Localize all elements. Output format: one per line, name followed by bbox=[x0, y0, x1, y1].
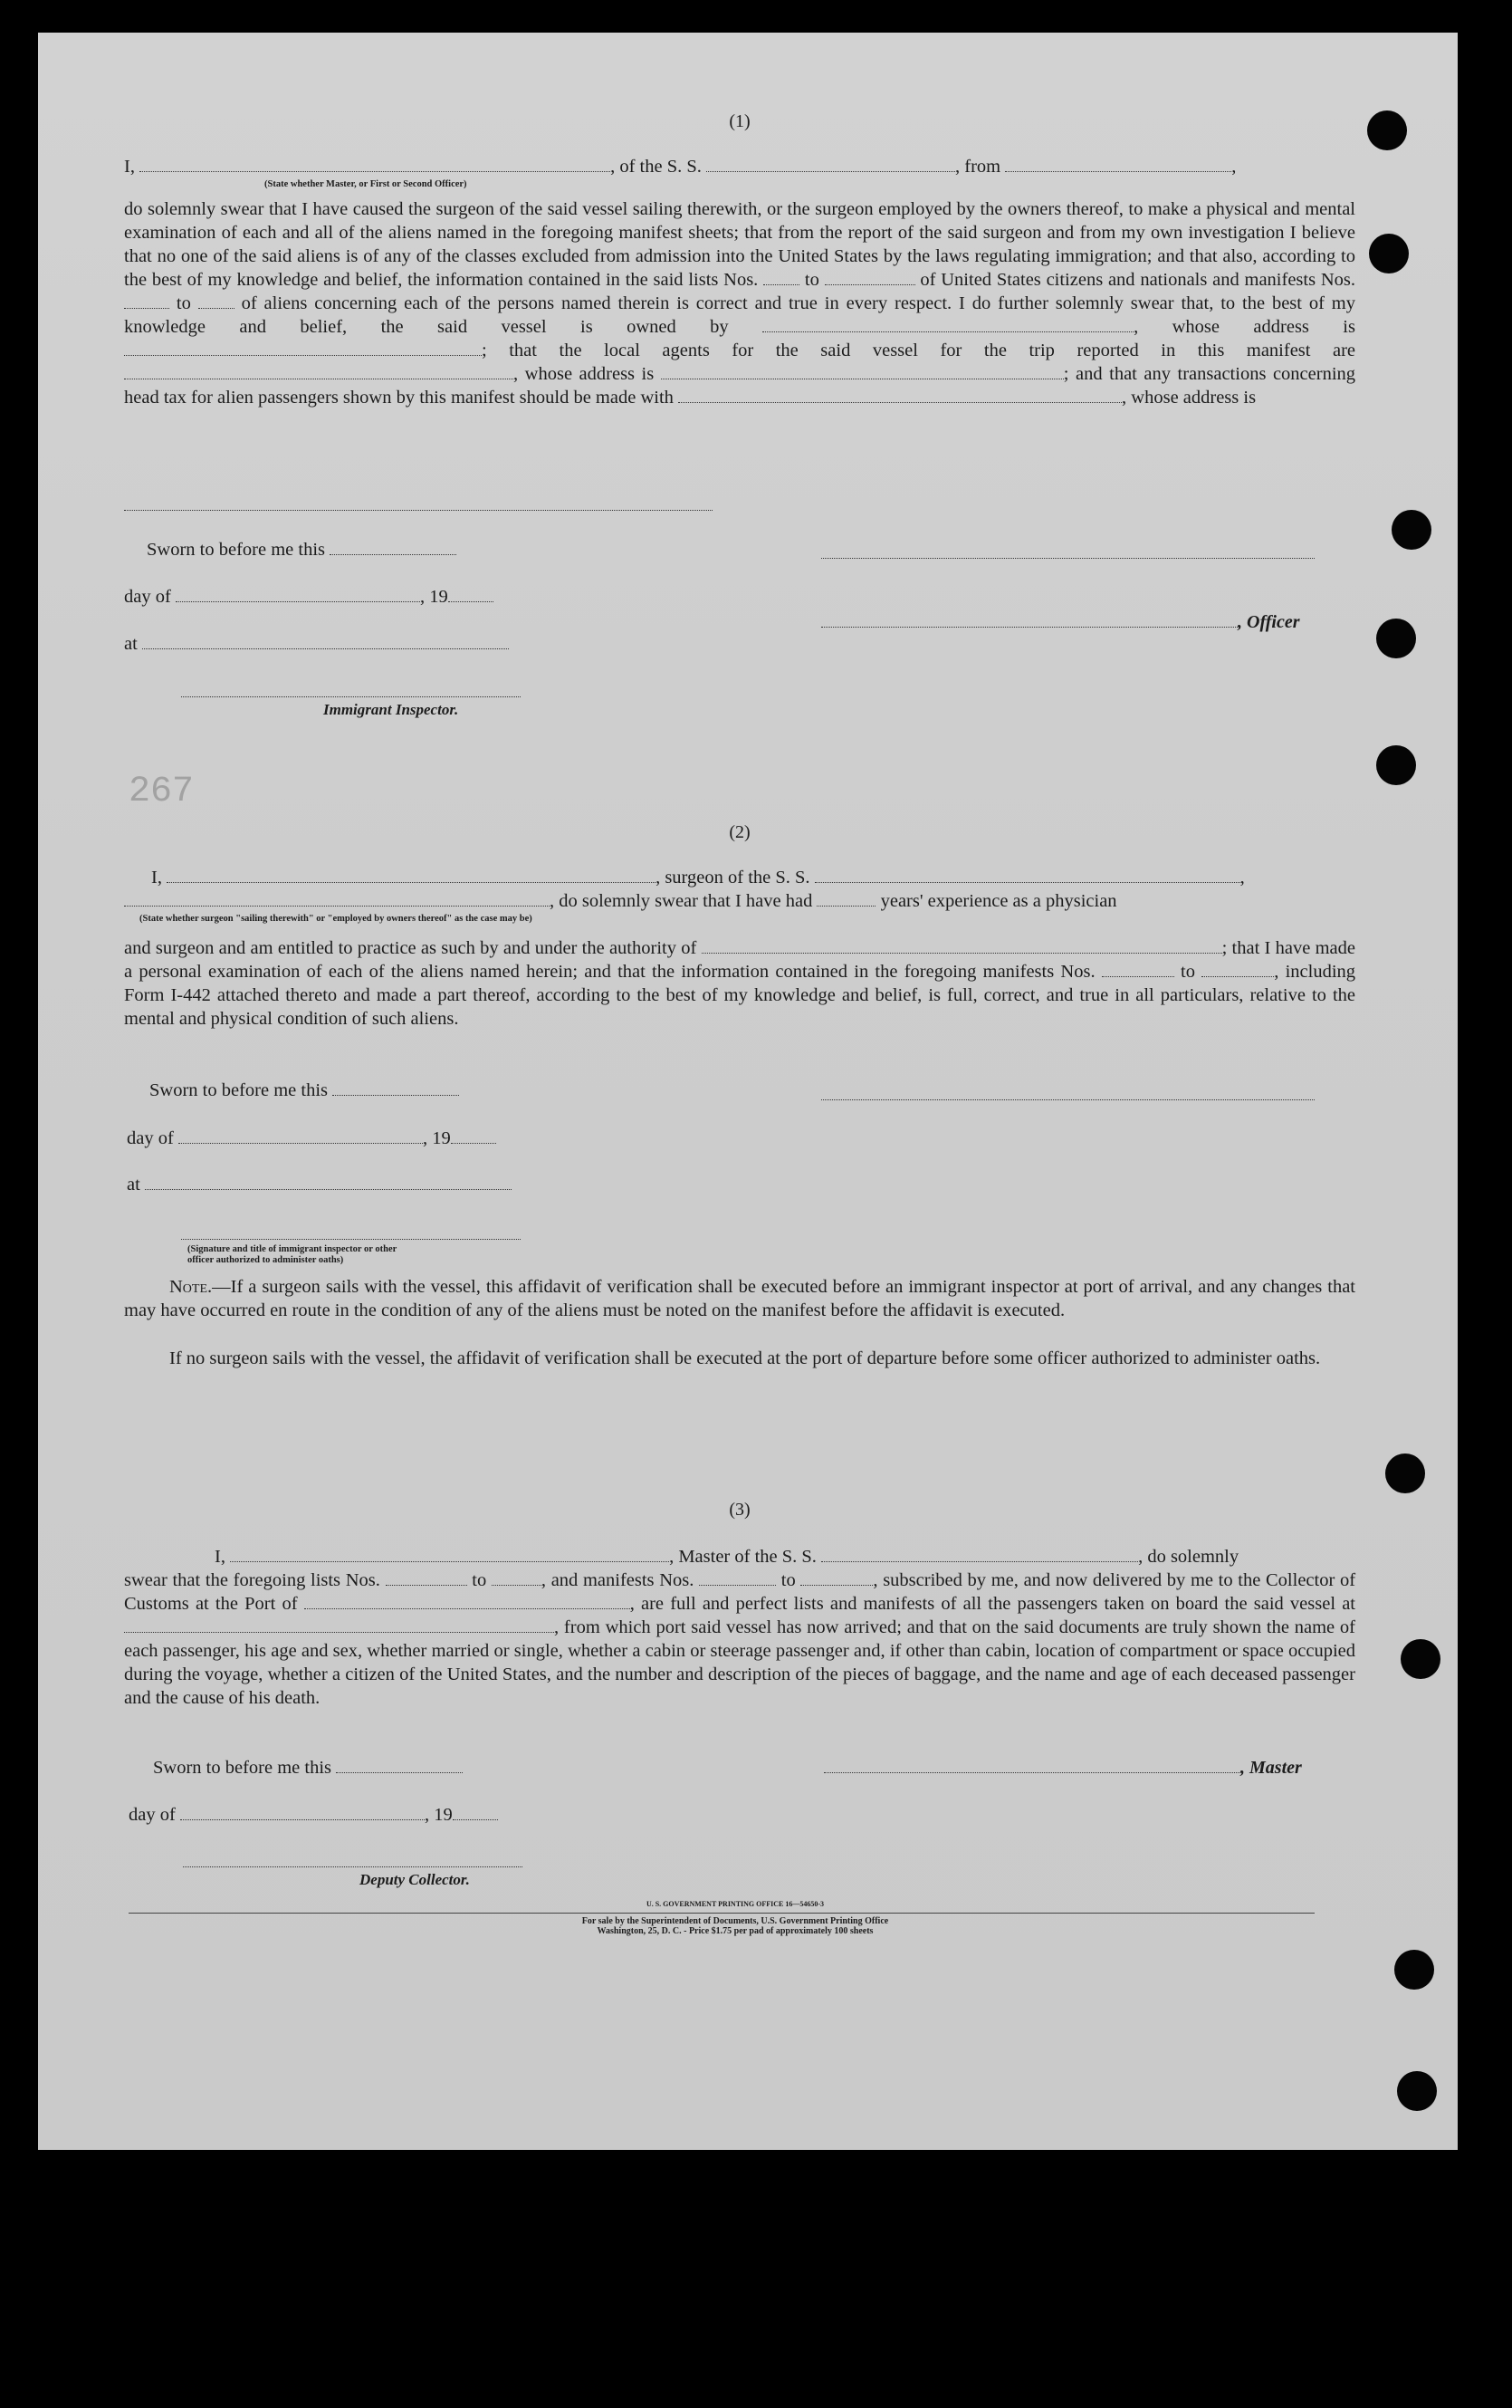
section-2-sig-note: (Signature and title of immigrant inspector or other officer authorized to administer oaths) bbox=[187, 1244, 397, 1265]
lists-to-field[interactable] bbox=[825, 270, 915, 285]
manifests-to-field[interactable] bbox=[198, 293, 234, 309]
section-2-note2: If no surgeon sails with the vessel, the affidavit of verification shall be executed at the port of departure before some officer authorized to administer oaths. bbox=[169, 1348, 1321, 1368]
footer-rule bbox=[129, 1913, 1315, 1914]
punch-hole bbox=[1394, 1950, 1434, 1990]
section-1-body: do solemnly swear that I have caused the surgeon of the said vessel sailing therewith, or the surgeon employed by the owners thereof, to make a physical and mental examination of each and all of the aliens named in the foregoing manifest sheets; that from the report of the said surgeon and from my own investigation I believe that no one of the said aliens is of any of the classes excluded from admission into the United States by the laws regulating immigration; and that also, according to the best of my knowledge and belief, the information contained in the said lists Nos. to of United States citizens and nationals and manifests Nos. to of aliens concerning each of the persons named therein is correct and true in every respect. I do further solemnly swear that, to the best of my knowledge and belief, the said vessel is owned by , whose address is ; that the local agents for the said vessel for the trip reported in this manifest are , whose address is ; and that any transactions concerning head tax for alien passengers shown by this manifest should be made with , whose address is bbox=[124, 199, 1356, 408]
section-3-sworn: Sworn to before me this bbox=[153, 1758, 463, 1779]
owner-field[interactable] bbox=[762, 317, 1134, 332]
punch-hole bbox=[1392, 510, 1431, 550]
section-1-number: (1) bbox=[729, 111, 751, 131]
immigrant-inspector-label: Immigrant Inspector. bbox=[323, 701, 459, 718]
inspector-signature-line[interactable] bbox=[181, 696, 521, 697]
years-field[interactable] bbox=[817, 891, 876, 907]
agents-address-field[interactable] bbox=[661, 364, 1064, 379]
section-1-line1: I, , of the S. S. , from , bbox=[124, 157, 1237, 177]
agents-field[interactable] bbox=[124, 364, 513, 379]
punch-hole bbox=[1369, 234, 1409, 273]
authority-field[interactable] bbox=[702, 938, 1222, 954]
vessel-name-field[interactable] bbox=[706, 157, 955, 172]
address-line bbox=[124, 510, 713, 511]
section-1-at: at bbox=[124, 634, 509, 655]
section-2-line1: I, , surgeon of the S. S. , bbox=[151, 868, 1245, 887]
section-2-sworn: Sworn to before me this bbox=[149, 1080, 459, 1101]
surgeon-vessel-field[interactable] bbox=[815, 868, 1240, 883]
punch-hole bbox=[1397, 2071, 1437, 2111]
officer-signature: , Officer bbox=[821, 612, 1300, 633]
section-2-day: day of , 19 bbox=[127, 1128, 496, 1149]
lists-from-field[interactable] bbox=[763, 270, 799, 285]
form-sheet bbox=[38, 33, 1458, 2150]
section-2-note: (State whether surgeon "sailing therewith" or "employed by owners thereof" as the case may be) bbox=[139, 914, 532, 924]
stamp-number: 267 bbox=[129, 772, 195, 812]
officer-top-line[interactable] bbox=[821, 558, 1315, 559]
owner-address-field[interactable] bbox=[124, 341, 482, 356]
section-2-note-para: Note.—If a surgeon sails with the vessel, this affidavit of verification shall be executed before an immigrant inspector at port of arrival, and any changes that may have occurred en route in the condition of any of the aliens must be noted on the manifest before the affidavit is executed. bbox=[124, 1277, 1355, 1320]
section-3-line1: I, , Master of the S. S. , do solemnly bbox=[215, 1547, 1239, 1567]
section-3-number: (3) bbox=[729, 1500, 751, 1520]
section-2-at: at bbox=[127, 1175, 512, 1195]
punch-hole bbox=[1376, 745, 1416, 785]
punch-hole bbox=[1376, 619, 1416, 658]
punch-hole bbox=[1367, 110, 1407, 150]
punch-hole bbox=[1401, 1639, 1440, 1679]
section-3-body: swear that the foregoing lists Nos. to , and manifests Nos. to , subscribed by me, and now delivered by me to the Collector of Customs at the Port of , are full and perfect lists and manifests of all the passengers taken on board the said vessel at , from which port said vessel has now arrived; and that on the said documents are truly shown the name of each passenger, his age and sex, whether married or single, whether a cabin or steerage passenger and, if other than cabin, location of compartment or space occupied during the voyage, whether a citizen of the United States, and the number and description of the pieces of baggage, and the name and age of each deceased passenger and the cause of his death. bbox=[124, 1570, 1356, 1708]
section-2-number: (2) bbox=[729, 822, 751, 842]
section-1-day: day of , 19 bbox=[124, 587, 493, 608]
footer-text: For sale by the Superintendent of Documents, U.S. Government Printing Office Washington, 25, D. C. - Price $1.75 per pad of approximately 100 sheets bbox=[581, 1916, 889, 1936]
officer2-signature-line[interactable] bbox=[181, 1239, 521, 1240]
section-2-body: and surgeon and am entitled to practice as such by and under the authority of ; that I have made a personal examination of each of the aliens named herein; and that the information contained in the foregoing manifests Nos. to , including Form I-442 attached thereto and made a part thereof, according to the best of my knowledge and belief, is full, correct, and true in all particulars, relative to the mental and physical condition of such aliens. bbox=[124, 938, 1356, 1029]
section-2-line2: , do solemnly swear that I have had years' experience as a physician bbox=[124, 889, 1355, 913]
gpo-imprint: U. S. GOVERNMENT PRINTING OFFICE 16—54650-3 bbox=[646, 1900, 825, 1908]
deputy-collector-label: Deputy Collector. bbox=[359, 1871, 470, 1888]
surgeon-name-field[interactable] bbox=[167, 868, 656, 883]
section-1-note: (State whether Master, or First or Second Officer) bbox=[264, 179, 467, 189]
officer-name-field[interactable] bbox=[139, 157, 610, 172]
physician-signature-line[interactable] bbox=[821, 1099, 1315, 1100]
head-tax-field[interactable] bbox=[678, 388, 1122, 403]
section-3-master: , Master bbox=[824, 1758, 1302, 1779]
from-port-field[interactable] bbox=[1005, 157, 1231, 172]
manifests-from-field[interactable] bbox=[124, 293, 169, 309]
deputy-signature-line[interactable] bbox=[183, 1866, 522, 1867]
section-1-sworn: Sworn to before me this bbox=[147, 540, 456, 561]
section-3-day: day of , 19 bbox=[129, 1805, 498, 1826]
punch-hole bbox=[1385, 1453, 1425, 1493]
